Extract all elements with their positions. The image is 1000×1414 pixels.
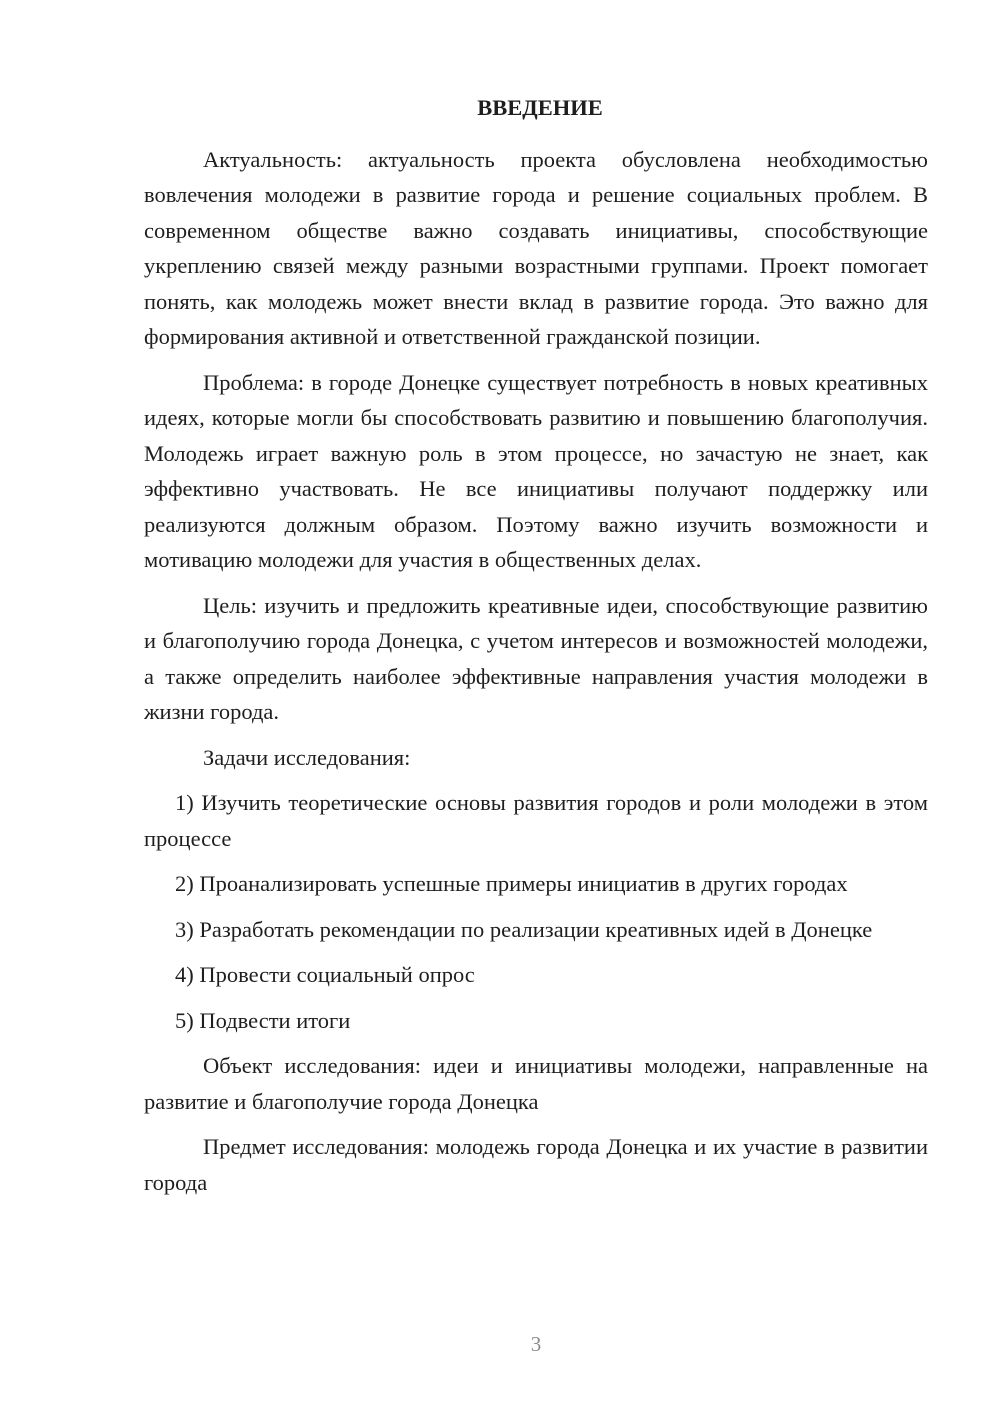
relevance-paragraph: Актуальность: актуальность проекта обусловлена необходимостью вовлечения молодежи в развитие города и решение социальных проблем. В современном обществе важно создавать инициативы, способствующие укреплению связей между разными возрастными группами. Проект помогает понять, как молодежь может внести вклад в развитие города. Это важно для формирования активной и ответственной гражданской позиции. xyxy=(144,146,928,349)
page-number: 3 xyxy=(530,1332,542,1356)
task-item-1: 1) Изучить теоретические основы развития городов и роли молодежи в этом процессе xyxy=(144,790,928,851)
task-item-4: 4) Провести социальный опрос xyxy=(175,962,475,987)
page-title: ВВЕДЕНИЕ xyxy=(477,95,603,120)
object-paragraph: Объект исследования: идеи и инициативы молодежи, направленные на развитие и благополучие города Донецка xyxy=(144,1053,928,1114)
problem-paragraph: Проблема: в городе Донецке существует потребность в новых креативных идеях, которые могли бы способствовать развитию и повышению благополучия. Молодежь играет важную роль в этом процессе, но зачастую не знает, как эффективно участвовать. Не все инициативы получают поддержку или реализуются должным образом. Поэтому важно изучить возможности и мотивацию молодежи для участия в общественных делах. xyxy=(144,369,928,572)
task-item-3: 3) Разработать рекомендации по реализации креативных идей в Донецке xyxy=(175,916,873,942)
page-body xyxy=(144,90,928,1210)
subject-paragraph: Предмет исследования: молодежь города Донецка и их участие в развитии города xyxy=(144,1134,928,1195)
task-item-2: 2) Проанализировать успешные примеры инициатив в других городах xyxy=(175,871,848,896)
goal-paragraph: Цель: изучить и предложить креативные идеи, способствующие развитию и благополучию города Донецка, с учетом интересов и возможностей молодежи, а также определить наиболее эффективные направления участия молодежи в жизни города. xyxy=(144,592,928,724)
tasks-heading: Задачи исследования: xyxy=(203,744,411,770)
task-item-5: 5) Подвести итоги xyxy=(175,1007,351,1033)
